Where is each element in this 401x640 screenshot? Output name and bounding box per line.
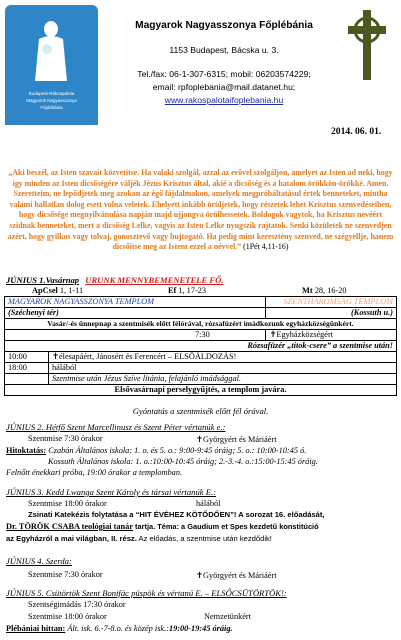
- day-title: JÚNIUS 2. Hétfő Szent Marcellinusz és Szent Péter vértanúk e.:: [6, 422, 226, 432]
- cross-icon: ✝: [196, 435, 203, 444]
- church2-place: (Kossuth u.): [266, 308, 397, 319]
- mass-intent: ✝Györgyért és Máriáért: [196, 571, 277, 580]
- sunday-feast: URUNK MENNYBEMENETELE FŐ.: [85, 275, 224, 285]
- table-row-time: 7:30: [5, 330, 266, 341]
- mass-intent: Nemzetünkért: [204, 612, 251, 621]
- date: 2014. 06. 01.: [331, 126, 382, 137]
- table-row-intent: ✝Egyházközségért: [266, 330, 397, 341]
- table-row: Szentmise után Jézus Szíve litánia, felajánló imádsággal.: [49, 374, 397, 385]
- parish-logo: [5, 5, 98, 125]
- quote-text: „Aki beszél, az Isten szavait közvetítse. Ha valaki szolgál, azzal az erővel szolgáljon, amelyet az Isten ad neki, hogy így minden az Isten dicsőségére váljék Jézus Krisztus által, akié a dicsőség és a hatalom örökkön-örökké. Amen. Szeretteim, ne lepődjetek meg azokon az égő fájdalmakon, amelyek megpróbáltatásul értek benneteket, mintha valami hallatlan dolog esett volna veletek. Ehelyett inkább örüljetek, hogy részetek lehet Krisztus szenvedéseiben, hogy dicsősége megnyilvánulása napján majd ujjongva örülhessetek. Boldogok vagytok, ha Krisztus nevéért szidnak benneteket, mert a dicsőség Lelke, vagyis az Isten Lelke nyugszik rajtatok. Senki közületek ne szenvedjen azért, hogy gyilkos vagy tolvaj, gonosztevő vagy bujtogató. Ha pedig mint keresztény szenved, ne szégyellje, hanem dicsőítse meg az Istent ezzel a névvel.”: [7, 168, 394, 252]
- table-row-time: 18:00: [5, 363, 49, 374]
- catechesis-line-2: Dr. TÖRÖK CSABA teológiai tanár tartja. Téma: a Gaudium et Spes kezdetű konstitúció: [6, 522, 319, 531]
- table-row-intent: ✝élesapáért, Jánosért és Ferencért – ELSŐÁLDOZÁS!: [49, 352, 397, 363]
- mass-time: Szentmise 18:00 órakor: [28, 499, 107, 508]
- church1-place: (Széchenyi tér): [5, 308, 266, 319]
- cross-icon: ✝: [269, 330, 277, 339]
- parish-religion-class: Plébániai hittan: Ált. isk. 6.-7-8.o. és közép isk.:19:00-19:45 óráig.: [6, 624, 233, 633]
- logo-text-2: Magyarok Nagyasszonya: [26, 98, 77, 103]
- mass-time: Szentmise 7:30 órakor: [28, 434, 103, 443]
- confession-note: Gyóntatás a szentmisék előtt fél órával.: [132, 406, 269, 416]
- day-title: JÚNIUS 4. Szerda:: [6, 556, 72, 566]
- reading-1: ApCsel 1, 1-11: [32, 286, 84, 295]
- day-title: JÚNIUS 3. Kedd Lwanga Szent Károly és társai vértanúk E.:: [6, 487, 216, 497]
- table-row-intent: hálából: [49, 363, 397, 374]
- religion-class-line-1: Hitoktatás: Czabán Általános iskola: 1. o. és 5. o.: 9:00-9:45 óráig; 5. o.: 10:00-10:45 ó.: [6, 446, 307, 455]
- quote-reference: (1Pét 4,11-16): [243, 242, 289, 252]
- choir-rehearsal: Felnőtt énekkari próba, 19:00 órakor a templomban.: [6, 468, 183, 477]
- mass-intent: ✝Györgyért és Máriáért: [196, 435, 277, 444]
- sunday-title: [6, 275, 223, 285]
- cross-icon: ✝: [196, 571, 203, 580]
- bible-quote: [6, 168, 395, 263]
- email: email: rpfoplebania@mail.datanet.hu;: [152, 82, 296, 92]
- church-name: Magyarok Nagyasszonya Főplébánia: [135, 20, 313, 31]
- sunday-date: JÚNIUS 1.Vasárnap: [6, 275, 80, 285]
- adoration-time: Szentségimádás 17:30 órakor: [28, 600, 126, 609]
- catechesis-line-1: Zsinati Katekézis folytatása a “HIT ÉVÉHEZ KÖTŐDŐEN”! A sorozat 16. előadását,: [28, 510, 325, 519]
- website-link[interactable]: www.rakospalotaifoplebania.hu: [164, 95, 284, 105]
- address: 1153 Budapest, Bácska u. 3.: [169, 45, 279, 55]
- sunday-schedule-table: [4, 296, 397, 396]
- catechesis-line-3: az Egyházról a mai világban, II. rész. Az előadás, a szentmise után kezdődik!: [6, 534, 272, 543]
- church1-name: MAGYAROK NAGYASSZONYA TEMPLOM: [5, 297, 266, 308]
- mass-time: Szentmise 7:30 órakor: [28, 570, 103, 579]
- madonna-icon: [33, 19, 69, 83]
- table-row-time: 10:00: [5, 352, 49, 363]
- church2-name: SZENTHÁROMSÁG TEMPLOM: [266, 297, 397, 308]
- cross-icon: ✝: [52, 352, 59, 361]
- mass-time: Szentmise 18:00 órakor: [28, 612, 107, 621]
- religion-class-line-2: Kossuth Általános iskola: 1. o.:10:00-10:45 óráig; 2.-3.-4. o.:15:00-15:45 óráig.: [48, 457, 318, 466]
- table-row: Rózsafüzér „titok-csere” a szentmise után!: [5, 341, 397, 352]
- day-title: JÚNIUS 5. Csütörtök Szent Bonifác püspök és vértanú E. – ELSŐCSÜTÖRTÖK!:: [6, 588, 287, 598]
- logo-text-3: Főplébánia: [40, 105, 63, 110]
- gospel: Mt 28, 16-20: [302, 286, 347, 295]
- mass-intent: hálából: [196, 499, 221, 508]
- table-row: Vasár/-és ünnepnap a szentmisék előtt félórával, rózsafüzért imádkozunk egyházközségünkért.: [5, 319, 397, 330]
- phone: Tel./fax: 06-1-307-6315; mobil: 06203574229;: [137, 69, 311, 79]
- table-row: Elsővasárnapi perselygyűjtés, a templom javára.: [5, 385, 397, 396]
- logo-text-1: Budapest-Rákospalota: [28, 91, 75, 96]
- reading-2: Ef 1, 17-23: [168, 286, 207, 295]
- celtic-cross-icon: [348, 10, 386, 80]
